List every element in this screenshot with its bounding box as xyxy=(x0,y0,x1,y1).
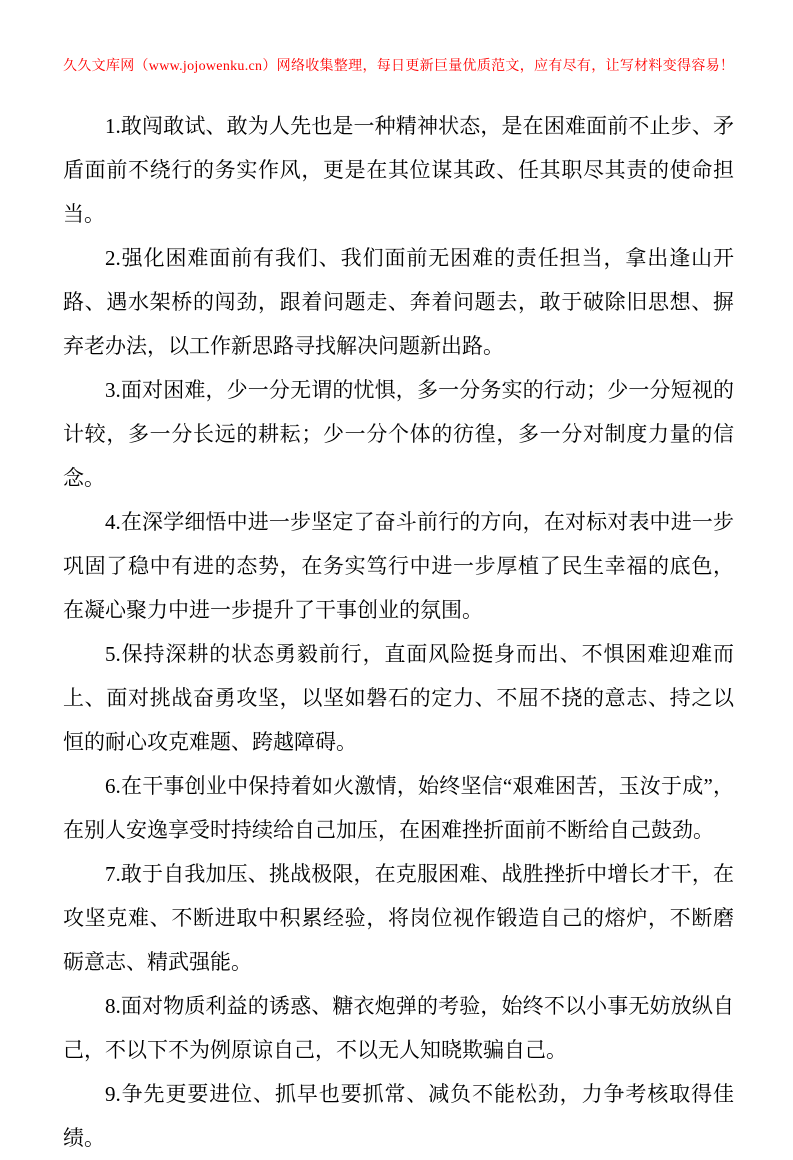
paragraph-1: 1.敢闯敢试、敢为人先也是一种精神状态，是在困难面前不止步、矛盾面前不绕行的务实作风，更是在其位谋其政、任其职尽其责的使命担当。 xyxy=(63,114,734,226)
paragraph-4: 4.在深学细悟中进一步坚定了奋斗前行的方向，在对标对表中进一步巩固了稳中有进的态势，在务实笃行中进一步厚植了民生幸福的底色，在凝心聚力中进一步提升了干事创业的氛围。 xyxy=(63,510,734,622)
paragraph-8: 8.面对物质利益的诱惑、糖衣炮弹的考验，始终不以小事无妨放纵自己，不以下不为例原谅自己，不以无人知晓欺骗自己。 xyxy=(63,994,734,1062)
paragraph-6: 6.在干事创业中保持着如火激情，始终坚信“艰难困苦，玉汝于成”，在别人安逸享受时持续给自己加压，在困难挫折面前不断给自己鼓劲。 xyxy=(63,774,734,842)
paragraph-3: 3.面对困难，少一分无谓的忧惧，多一分务实的行动；少一分短视的计较，多一分长远的耕耘；少一分个体的彷徨，多一分对制度力量的信念。 xyxy=(63,378,734,490)
paragraph-5: 5.保持深耕的状态勇毅前行，直面风险挺身而出、不惧困难迎难而上、面对挑战奋勇攻坚，以坚如磐石的定力、不屈不挠的意志、持之以恒的耐心攻克难题、跨越障碍。 xyxy=(63,642,734,754)
site-watermark-header: 久久文库网（www.jojowenku.cn）网络收集整理，每日更新巨量优质范文，应有尽有，让写材料变得容易！ xyxy=(63,59,735,74)
paragraph-7: 7.敢于自我加压、挑战极限，在克服困难、战胜挫折中增长才干，在攻坚克难、不断进取中积累经验，将岗位视作锻造自己的熔炉，不断磨砺意志、精武强能。 xyxy=(63,862,734,974)
paragraph-9: 9.争先更要进位、抓早也要抓常、减负不能松劲，力争考核取得佳绩。 xyxy=(63,1082,734,1150)
document-body xyxy=(63,104,734,1160)
paragraph-2: 2.强化困难面前有我们、我们面前无困难的责任担当，拿出逢山开路、遇水架桥的闯劲，跟着问题走、奔着问题去，敢于破除旧思想、摒弃老办法，以工作新思路寻找解决问题新出路。 xyxy=(63,246,734,358)
